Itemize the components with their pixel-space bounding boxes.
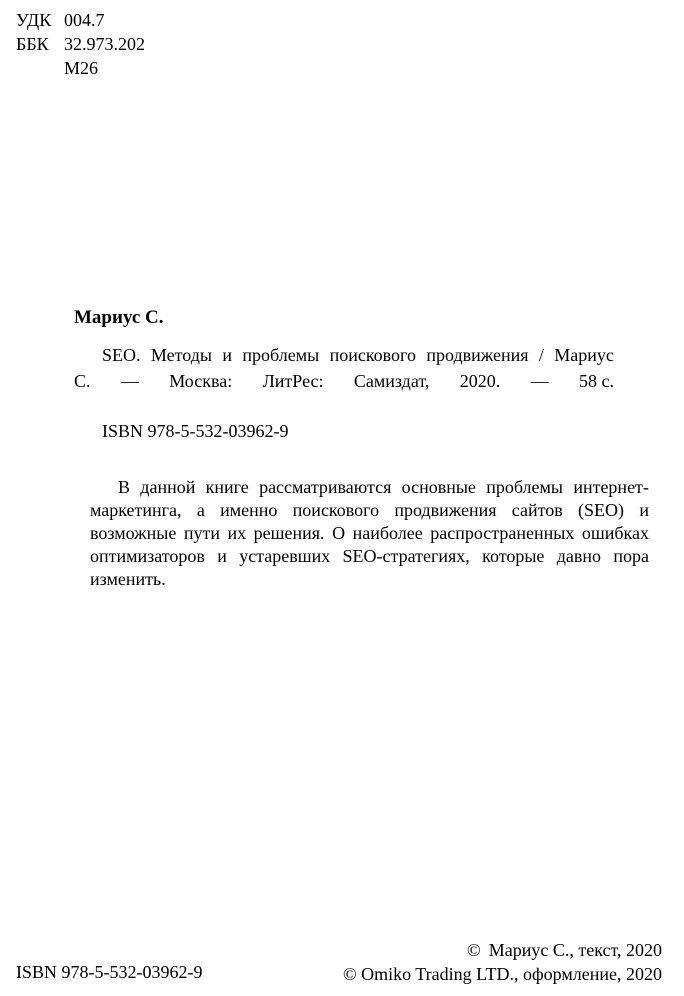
bib-line <box>74 342 614 368</box>
word: сайтов <box>511 500 563 520</box>
word: (SEO) <box>578 500 625 520</box>
word: интернет- <box>573 477 649 497</box>
word: их <box>227 523 247 543</box>
word: изменить. <box>90 569 166 589</box>
word: а <box>196 500 205 520</box>
word: Методы <box>150 345 213 365</box>
word: — <box>530 371 549 391</box>
word: пора <box>613 546 649 566</box>
annotation-line <box>90 568 649 591</box>
word: оптимизаторов <box>90 546 205 566</box>
word: поискового <box>292 500 380 520</box>
bbk-value: 32.973.202 <box>64 34 145 54</box>
word: проблемы <box>242 345 320 365</box>
copyright-icon: © <box>342 964 357 984</box>
word: SEO-стратегиях, <box>342 546 470 566</box>
annotation <box>90 476 649 591</box>
word: книге <box>205 477 249 497</box>
word: распространенных <box>430 523 575 543</box>
copyright-icon: © <box>467 940 481 960</box>
bib-line <box>74 368 614 394</box>
copyright-text: Мариус С., текст, 2020 <box>488 940 662 960</box>
word: возможные <box>90 523 177 543</box>
word: пути <box>183 523 220 543</box>
word: рассматриваются <box>259 477 392 497</box>
word: которые <box>482 546 545 566</box>
word: устаревших <box>239 546 331 566</box>
word: ошибках <box>581 523 649 543</box>
annotation-line <box>90 476 649 499</box>
word: Самиздат, <box>353 371 430 391</box>
word: давно <box>556 546 602 566</box>
word: решения. <box>253 523 325 543</box>
word: именно <box>220 500 278 520</box>
author-mark: М26 <box>64 58 99 78</box>
classification-block <box>16 8 145 80</box>
word: SEO. <box>102 345 141 365</box>
bbk-row <box>16 32 145 56</box>
word: ЛитРес: <box>262 371 324 391</box>
word: продвижения <box>426 345 529 365</box>
bbk-label: ББК <box>16 34 49 54</box>
isbn-top: ISBN 978-5-532-03962-9 <box>102 421 289 441</box>
word: Мариус <box>554 345 614 365</box>
copyright-design: Omiko Trading LTD., оформление, 2020 <box>361 964 662 984</box>
bibliographic-description <box>74 342 614 394</box>
word: проблемы <box>486 477 564 497</box>
udk-row <box>16 8 145 32</box>
isbn-bottom: ISBN 978-5-532-03962-9 <box>16 962 203 982</box>
copyright-notices <box>343 938 662 986</box>
word: 2020. <box>459 371 501 391</box>
copyright-line-text <box>343 938 662 962</box>
word: Москва: <box>169 371 233 391</box>
author-heading: Мариус С. <box>74 307 164 328</box>
word: и <box>639 500 649 520</box>
annotation-line <box>90 545 649 568</box>
word: С. <box>74 371 91 391</box>
annotation-line <box>90 522 649 545</box>
word: 58 с. <box>578 371 614 391</box>
word: маркетинга, <box>90 500 182 520</box>
word: наиболее <box>352 523 423 543</box>
udk-label: УДК <box>16 10 52 30</box>
copyright-line-design <box>343 962 662 986</box>
word: — <box>120 371 139 391</box>
word: основные <box>401 477 476 497</box>
word: поискового <box>329 345 416 365</box>
word: продвижения <box>394 500 497 520</box>
annotation-line <box>90 499 649 522</box>
word: О <box>332 523 346 543</box>
udk-value: 004.7 <box>64 10 105 30</box>
word: данной <box>140 477 196 497</box>
word: В <box>118 477 131 497</box>
word: и <box>222 345 233 365</box>
word: / <box>538 345 544 365</box>
word: и <box>217 546 227 566</box>
author-mark-row <box>16 56 145 80</box>
